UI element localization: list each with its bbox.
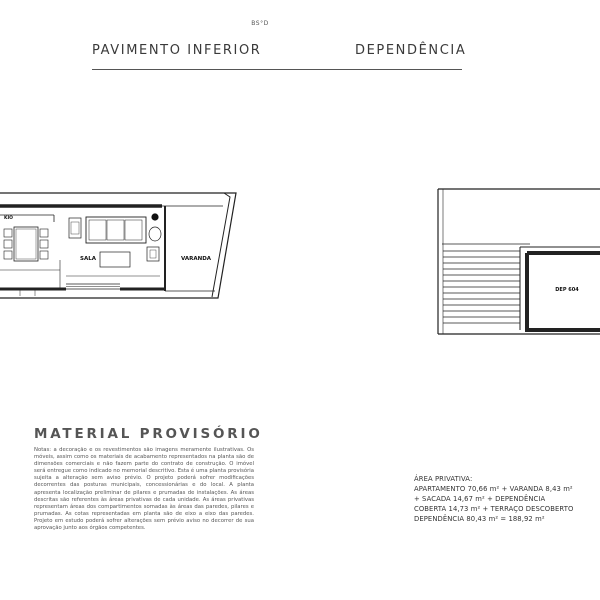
floor-plan-outline [0, 193, 236, 298]
floor-plan-dependencia [438, 189, 600, 334]
area-line: APARTAMENTO 70,66 m² + VARANDA 8,43 m² [414, 485, 573, 494]
area-line-label: ÁREA PRIVATIVA: [414, 475, 473, 483]
sofa [86, 217, 146, 243]
area-line: + SACADA 14,67 m² + DEPENDÊNCIA [414, 495, 546, 504]
floor-plan-pavimento-inferior [0, 193, 236, 298]
area-privativa-block [414, 474, 594, 524]
heading-dependencia: DEPENDÊNCIA [355, 43, 467, 58]
stairs [443, 251, 520, 323]
label-room-tag: KIO [4, 216, 13, 221]
column-marker [151, 213, 158, 220]
area-line: COBERTA 14,73 m² + TERRAÇO DESCOBERTO [414, 505, 574, 514]
disclaimer-notes: Notas: a decoração e os revestimentos são imagens meramente ilustrativas. Os móveis, assim como os materiais de acabamento representados na planta são de dimensões comerciais e não fazem parte do contrato de construção. O imóvel será entregue como indicado no memorial descritivo. Esta é uma planta provisória sujeita a alteração sem aviso prévio. O projeto poderá sofrer modificações decorrentes das posturas municipais, concessionárias e do local. A planta apresenta localização preliminar de pilares e prumadas de instalações. As áreas descritas são referentes às áreas privativas de cada unidade. As áreas privativas representam áreas dos compartimentos somadas às áreas das paredes, pilares e prumadas. As cotas representadas em planta são de eixo a eixo das paredes. Projeto em estudo poderá sofrer alterações sem prévio aviso no decorrer de sua aprovação junto aos órgãos competentes. [34, 447, 254, 532]
label-dep: DEP 604 [555, 287, 579, 293]
label-varanda: VARANDA [181, 256, 212, 262]
material-provisorio-title: MATERIAL PROVISÓRIO [34, 426, 263, 442]
area-line-total: DEPENDÊNCIA 80,43 m² = 188,92 m² [414, 515, 545, 524]
page-code: BS°D [251, 20, 269, 27]
heading-pavimento-inferior: PAVIMENTO INFERIOR [92, 43, 262, 58]
dining-table [14, 227, 38, 261]
label-sala: SALA [80, 256, 96, 262]
